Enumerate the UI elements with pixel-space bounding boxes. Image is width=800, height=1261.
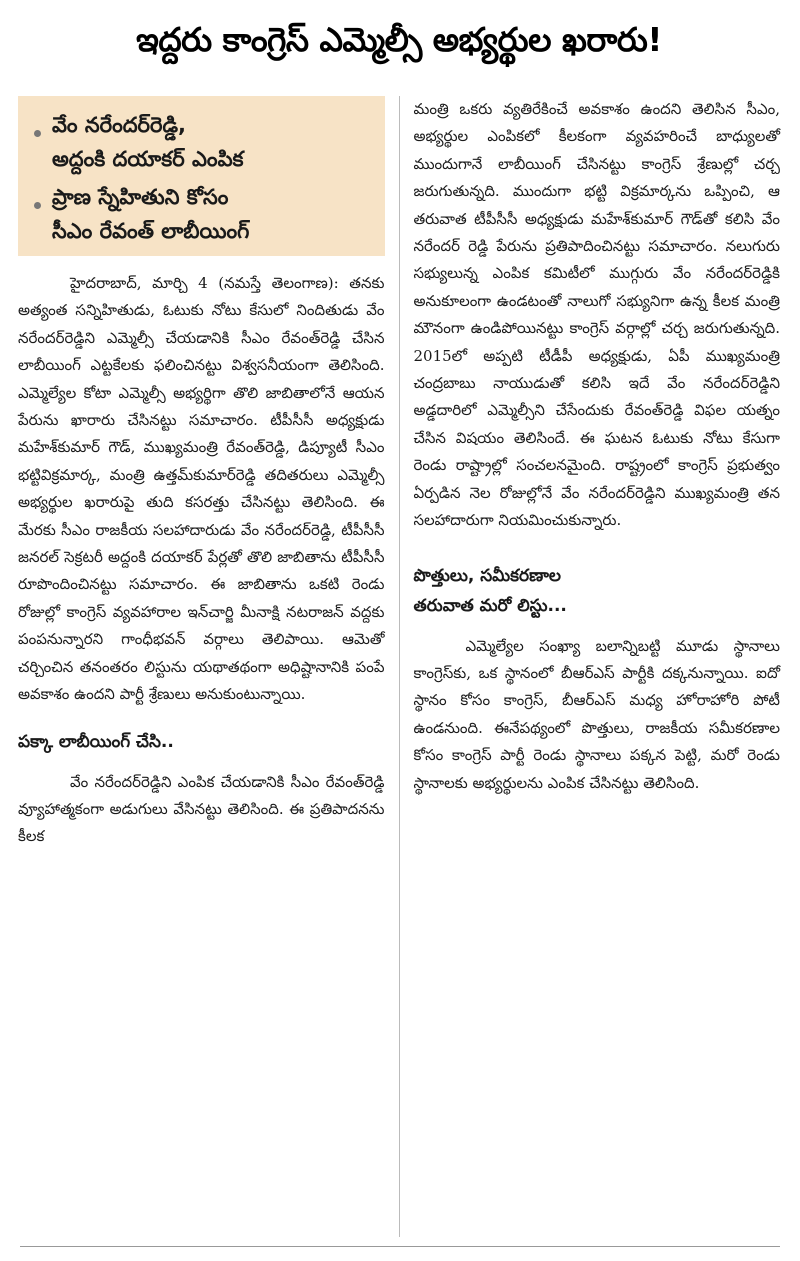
highlight-item (34, 108, 371, 176)
headline: ఇద్దరు కాంగ్రెస్ ఎమ్మెల్సీ అభ్యర్థుల ఖరారు! (136, 19, 662, 59)
highlight-box (18, 96, 385, 256)
right-column (399, 96, 781, 1237)
article-columns (18, 96, 780, 1237)
left-column (18, 96, 385, 1237)
bullet-icon (34, 108, 52, 141)
article-paragraph: మంత్రి ఒకరు వ్యతిరేకించే అవకాశం ఉందని తెలిసిన సీఎం, అభ్యర్థుల ఎంపికలో కీలకంగా వ్యవహరించే బాధ్యులతో ముందుగానే లాబీయింగ్ చేసినట్టు కాంగ్రెస్ శ్రేణుల్లో చర్చ జరుగుతున్నది. ముందుగా భట్టి విక్రమార్కను ఒప్పించి, ఆ తరువాత టీపీసీసీ అధ్యక్షుడు మహేశ్‌కుమార్ గౌడ్‌తో కలిసి వేం నరేందర్ రెడ్డి పేరును ప్రతిపాదించినట్టు సమాచారం. నలుగురు సభ్యులున్న ఎంపిక కమిటీలో ముగ్గురు వేం నరేందర్‌రెడ్డికి అనుకూలంగా ఉండటంతో నాలుగో సభ్యునిగా ఉన్న కీలక మంత్రి మౌనంగా ఉండిపోయినట్టు కాంగ్రెస్ వర్గాల్లో చర్చ జరుగుతున్నది. 2015లో అప్పటి టీడీపీ అధ్యక్షుడు, ఏపీ ముఖ్యమంత్రి చంద్రబాబు నాయుడుతో కలిసి ఇదే వేం నరేందర్‌రెడ్డిని అడ్డదారిలో ఎమ్మెల్సీని చేసేందుకు రేవంత్‌రెడ్డి విఫల యత్నం చేసిన విషయం తెలిసిందే. ఈ ఘటన ఓటుకు నోటు కేసుగా రెండు రాష్ట్రాల్లో సంచలనమైంది. రాష్ట్రంలో కాంగ్రెస్ ప్రభుత్వం ఏర్పడిన నెల రోజుల్లోనే వేం నరేందర్‌రెడ్డిని ముఖ్యమంత్రి తన సలహాదారుగా నియమించుకున్నారు. (413, 100, 780, 530)
article-paragraph: ఎమ్మెల్యేల సంఖ్యా బలాన్నిబట్టి మూడు స్థానాలు కాంగ్రెస్‌కు, ఒక స్థానంలో బీఆర్ఎస్ పార్టీకి దక్కనున్నాయి. ఐదో స్థానం కోసం కాంగ్రెస్, బీఆర్ఎస్ మధ్య హోరాహోరి పోటీ ఉండనుంది. ఈనేపథ్యంలో పొత్తులు, రాజకీయ సమీకరణాల కోసం కాంగ్రెస్ పార్టీ రెండు స్థానాలు పక్కన పెట్టి, మరో రెండు స్థానాలకు అభ్యర్థులను ఎంపిక చేసినట్టు తెలిసింది. (413, 636, 780, 792)
highlight-line: సీఎం రేవంత్ లాబీయింగ్ (52, 219, 250, 243)
section-subhead: పక్కా లాబీయింగ్ చేసి.. (18, 731, 174, 752)
bullet-icon (34, 180, 52, 213)
highlight-line: ప్రాణ స్నేహితుని కోసం (52, 185, 229, 209)
section-subhead (414, 561, 781, 621)
highlight-line: అద్దంకి దయాకర్ ఎంపిక (52, 147, 244, 171)
article-paragraph: హైదరాబాద్, మార్చి 4 (నమస్తే తెలంగాణ): తనకు అత్యంత సన్నిహితుడు, ఓటుకు నోటు కేసులో నిందితుడు వేం నరేందర్‌రెడ్డిని ఎమ్మెల్సీ చేయడానికి సీఎం రేవంత్‌రెడ్డి చేసిన లాబీయింగ్ ఎట్టకేలకు ఫలించినట్టు విశ్వసనీయంగా తెలిసింది. ఎమ్మెల్యేల కోటా ఎమ్మెల్సీ అభ్యర్థిగా తొలి జాబితాలోనే ఆయన పేరును ఖారారు చేసినట్టు సమాచారం. టీపీసీసీ అధ్యక్షుడు మహేశ్‌కుమార్ గౌడ్, ముఖ్యమంత్రి రేవంత్‌రెడ్డి, డిప్యూటీ సీఎం భట్టివిక్రమార్క, మంత్రి ఉత్తమ్‌కుమార్‌రెడ్డి తదితరులు ఎమ్మెల్సీ అభ్యర్థుల ఖరారుపై తుది కసరత్తు చేసినట్టు తెలిసింది. ఈ మేరకు సీఎం రాజకీయ సలహాదారుడు వేం నరేందర్‌రెడ్డి, టీపీసీసీ జనరల్ సెక్రటరీ అద్దంకి దయాకర్ పేర్లతో తొలి జాబితాను టీపీసీసీ రూపొందించినట్టు సమాచారం. ఈ జాబితాను ఒకటి రెండు రోజుల్లో కాంగ్రెస్ వ్యవహారాల ఇన్‌చార్జి మీనాక్షి నటరాజన్ వద్దకు పంపనున్నారని గాంధీభవన్ వర్గాలు తెలిపాయి. ఆమెతో చర్చించిన తనంతరం లిస్టును యథాతథంగా అధిష్టానానికి పంపే అవకాశం ఉందని పార్టీ శ్రేణులు అనుకుంటున్నాయి. (18, 274, 385, 704)
bottom-divider (20, 1246, 780, 1247)
subhead-line: పొత్తులు, సమీకరణాల (413, 565, 561, 586)
article-paragraph: వేం నరేందర్‌రెడ్డిని ఎంపిక చేయడానికి సీఎం రేవంత్‌రెడ్డి వ్యూహాత్మకంగా అడుగులు వేసినట్టు తెలిసింది. ఈ ప్రతిపాదనను కీలక (18, 772, 385, 846)
highlight-line: వేం నరేందర్‌రెడ్డి, (52, 113, 186, 137)
subhead-line: తరువాత మరో లిస్టు... (413, 595, 567, 616)
highlight-item (34, 180, 371, 248)
